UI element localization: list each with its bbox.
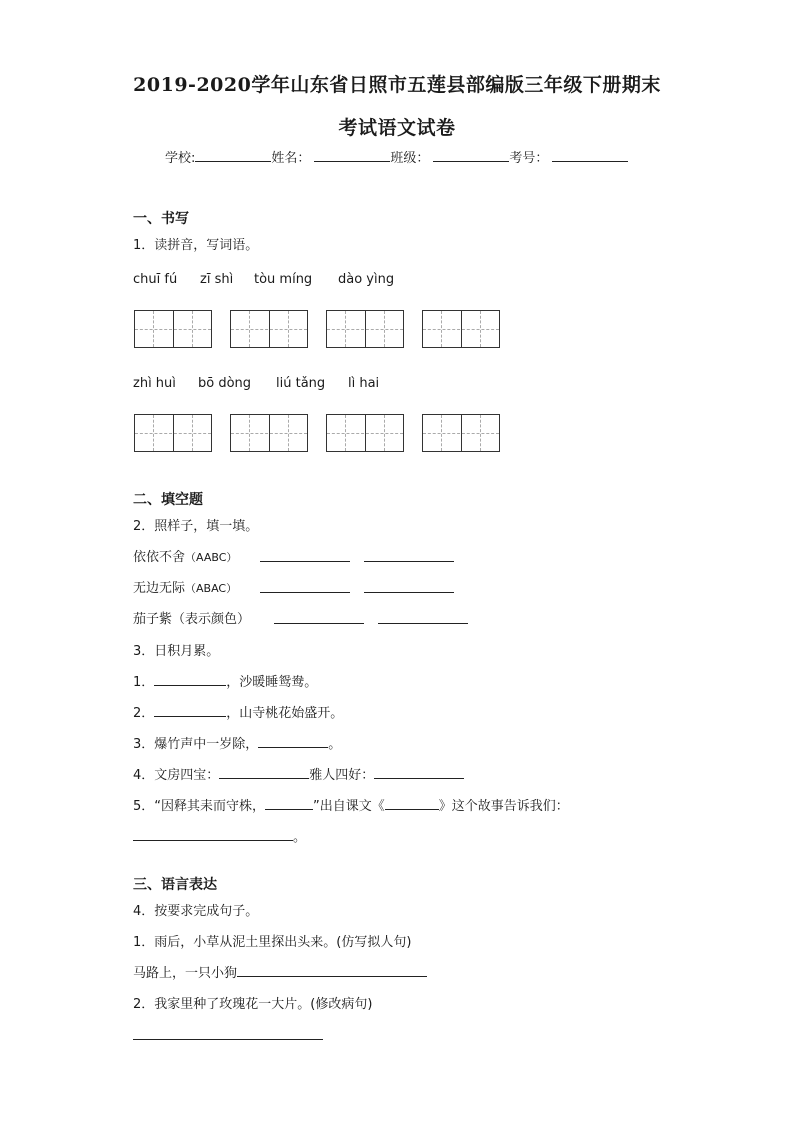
section-heading-expression: 三、语言表达 (133, 877, 217, 893)
answer-blank[interactable] (258, 733, 328, 748)
question-1: 1．读拼音，写词语。 (133, 238, 259, 253)
pinyin-2: zī shì (200, 272, 234, 287)
item-5-text-a: 5．“因释其耒而守株， (133, 799, 266, 814)
answer-blank[interactable] (260, 561, 350, 562)
pattern-abac (133, 577, 237, 596)
question-2: 2．照样子，填一填。 (133, 519, 259, 534)
class-field[interactable] (433, 147, 509, 162)
question-4: 4．按要求完成句子。 (133, 904, 259, 919)
pinyin-4: dào yìng (338, 272, 395, 287)
exam-number-field[interactable] (552, 147, 628, 162)
answer-blank[interactable] (364, 592, 454, 593)
pinyin-3: tòu míng (254, 272, 313, 287)
poem-item-2 (133, 702, 343, 721)
sentence-task-1: 1．雨后，小草从泥土里探出头来。(仿写拟人句) (133, 935, 412, 950)
pinyin-8: lì hai (348, 376, 380, 391)
item-5 (133, 795, 569, 814)
poem-text: ，山寺桃花始盛开。 (226, 706, 344, 721)
exam-title-line1: 2019-2020学年山东省日照市五莲县部编版三年级下册期末 (133, 74, 661, 96)
item-5-text-b: ”出自课文《 (313, 799, 385, 814)
sentence-task-2: 2．我家里种了玫瑰花一大片。(修改病句) (133, 997, 373, 1012)
student-info-line (165, 147, 628, 166)
answer-blank[interactable] (265, 795, 313, 810)
answer-blank[interactable] (237, 962, 427, 977)
pinyin-1: chuī fú (133, 272, 178, 287)
poem-end: 。 (328, 737, 342, 752)
item-4-label-a: 4．文房四宝： (133, 768, 220, 783)
answer-blank[interactable] (274, 623, 364, 624)
item-5-line2 (133, 826, 306, 845)
answer-blank[interactable] (133, 826, 293, 841)
exam-title-line2: 考试语文试卷 (338, 117, 456, 139)
answer-blank[interactable] (260, 592, 350, 593)
answer-blank[interactable] (154, 671, 226, 686)
exam-number-label: 考号： (509, 151, 549, 166)
answer-blank[interactable] (378, 623, 468, 624)
section-heading-fill: 二、填空题 (133, 492, 203, 508)
pattern-abac-word: 无边无际 (133, 581, 186, 596)
pinyin-5: zhì huì (133, 376, 176, 391)
name-label: 姓名： (271, 151, 311, 166)
poem-text: 3．爆竹声中一岁除， (133, 737, 259, 752)
answer-blank[interactable] (133, 1039, 323, 1040)
poem-item-1 (133, 671, 317, 690)
pinyin-7: liú tǎng (276, 376, 326, 391)
section-heading-writing: 一、书写 (133, 211, 189, 227)
answer-blank[interactable] (364, 561, 454, 562)
pattern-abac-note: （ABAC） (185, 582, 238, 595)
pattern-aabc-note: （AABC） (185, 551, 238, 564)
character-grid[interactable] (326, 310, 404, 348)
poem-text: ，沙暖睡鸳鸯。 (226, 675, 318, 690)
character-grid[interactable] (326, 414, 404, 452)
item-number: 2． (133, 706, 155, 721)
item-5-text-c: 》这个故事告诉我们： (438, 799, 569, 814)
school-field[interactable] (195, 147, 271, 162)
answer-blank[interactable] (385, 795, 439, 810)
character-grid[interactable] (230, 310, 308, 348)
sentence-answer-1 (133, 962, 427, 981)
answer-blank[interactable] (374, 764, 464, 779)
item-4 (133, 764, 464, 783)
character-grid[interactable] (422, 310, 500, 348)
item-5-end: 。 (293, 830, 307, 845)
pattern-aabc-word: 依依不舍 (133, 550, 186, 565)
item-4-label-b: 雅人四好： (309, 768, 375, 783)
pattern-color: 茄子紫（表示颜色） (133, 612, 251, 627)
name-field[interactable] (314, 147, 390, 162)
answer-blank[interactable] (154, 702, 226, 717)
answer-blank[interactable] (219, 764, 309, 779)
item-number: 1． (133, 675, 155, 690)
poem-item-3 (133, 733, 341, 752)
class-label: 班级： (390, 151, 430, 166)
pinyin-6: bō dòng (198, 376, 252, 391)
pattern-aabc (133, 546, 237, 565)
character-grid[interactable] (422, 414, 500, 452)
question-3: 3．日积月累。 (133, 644, 220, 659)
school-label: 学校: (165, 151, 196, 166)
character-grid[interactable] (134, 414, 212, 452)
answer-prefix: 马路上，一只小狗 (133, 966, 238, 981)
character-grid[interactable] (134, 310, 212, 348)
character-grid[interactable] (230, 414, 308, 452)
